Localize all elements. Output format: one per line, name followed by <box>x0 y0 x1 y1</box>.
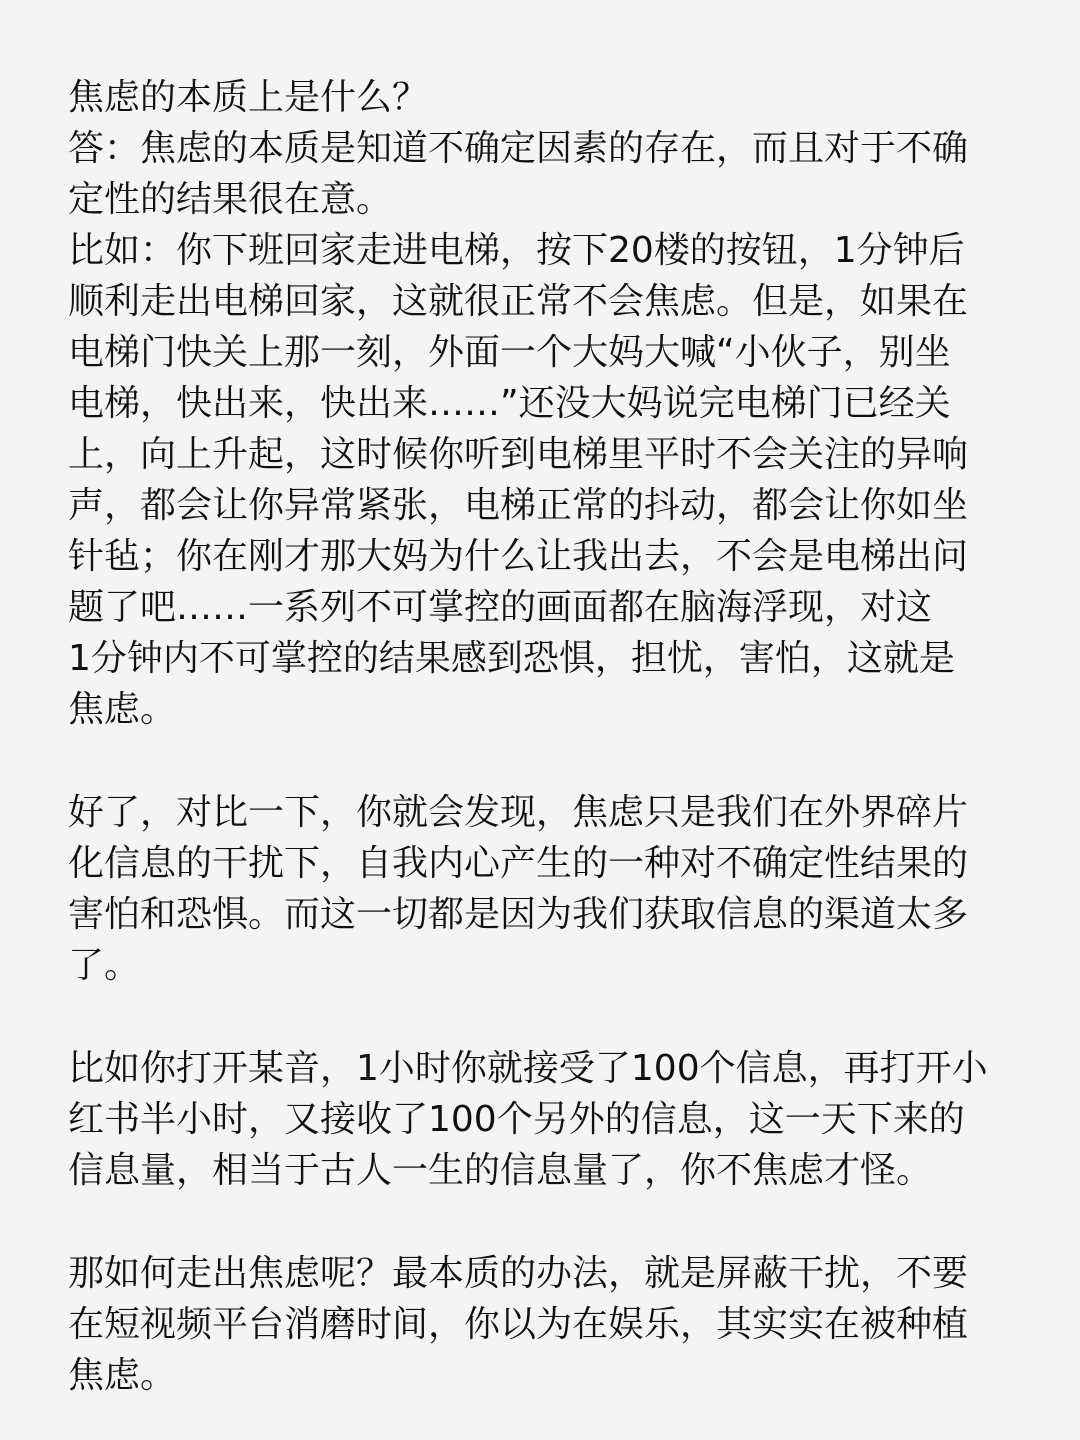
answer-line: 答：焦虑的本质是知道不确定因素的存在，而且对于不确 <box>68 128 969 169</box>
example-line: 声，都会让你异常紧张，电梯正常的抖动，都会让你如坐 <box>68 485 969 526</box>
paragraph-line: 了。 <box>68 945 141 986</box>
paragraph-information-example <box>68 1043 1012 1196</box>
paragraph-line: 比如你打开某音，1小时你就接受了100个信息，再打开小 <box>68 1048 988 1089</box>
paragraph-line: 在短视频平台消磨时间，你以为在娱乐，其实实在被种植 <box>68 1304 969 1345</box>
paragraph-explanation <box>68 787 1012 991</box>
paragraph-line: 害怕和恐惧。而这一切都是因为我们获取信息的渠道太多 <box>68 894 969 935</box>
example-line: 题了吧……一系列不可掌控的画面都在脑海浮现，对这 <box>68 587 933 628</box>
paragraph-spacer <box>68 991 1012 1043</box>
example-line: 电梯门快关上那一刻，外面一个大妈大喊“小伙子，别坐 <box>68 332 951 373</box>
example-line: 比如：你下班回家走进电梯，按下20楼的按钮，1分钟后 <box>68 230 965 271</box>
answer-line: 定性的结果很在意。 <box>68 179 393 220</box>
paragraph-line: 化信息的干扰下，自我内心产生的一种对不确定性结果的 <box>68 843 969 884</box>
paragraph-spacer <box>68 735 1012 787</box>
paragraph-line: 焦虑。 <box>68 1355 177 1396</box>
example-line: 1分钟内不可掌控的结果感到恐惧，担忧，害怕，这就是 <box>68 638 955 679</box>
paragraph-line: 好了，对比一下，你就会发现，焦虑只是我们在外界碎片 <box>68 792 969 833</box>
paragraph-line: 那如何走出焦虑呢？最本质的办法，就是屏蔽干扰，不要 <box>68 1253 969 1294</box>
paragraph-solution <box>68 1248 1012 1401</box>
example-line: 电梯，快出来，快出来……”还没大妈说完电梯门已经关 <box>68 383 951 424</box>
example-line: 上，向上升起，这时候你听到电梯里平时不会关注的异响 <box>68 434 969 475</box>
paragraph-spacer <box>68 1196 1012 1248</box>
paragraph-question-answer <box>68 72 1012 735</box>
paragraph-line: 信息量，相当于古人一生的信息量了，你不焦虑才怪。 <box>68 1150 933 1191</box>
question-line: 焦虑的本质上是什么？ <box>68 77 429 118</box>
paragraph-line: 红书半小时，又接收了100个另外的信息，这一天下来的 <box>68 1099 965 1140</box>
example-line: 针毡；你在刚才那大妈为什么让我出去，不会是电梯出问 <box>68 536 969 577</box>
example-line: 顺利走出电梯回家，这就很正常不会焦虑。但是，如果在 <box>68 281 969 322</box>
example-line: 焦虑。 <box>68 689 177 730</box>
